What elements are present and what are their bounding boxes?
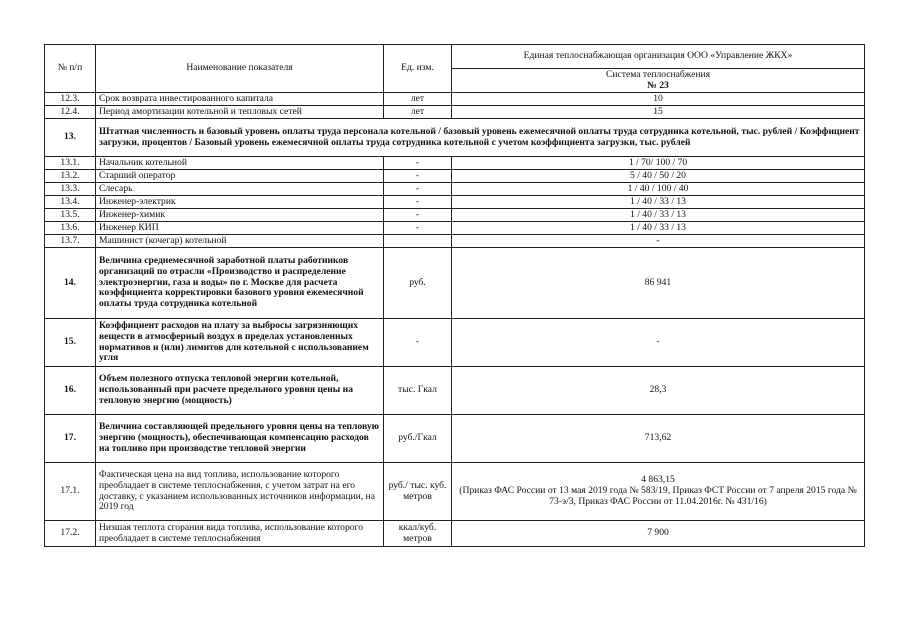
row-name: Старший оператор <box>96 170 384 183</box>
row-name: Объем полезного отпуска тепловой энергии котельной, использованный при расчете предельного уровня цены на тепловую энергию (мощность) <box>96 367 384 415</box>
row-name: Период амортизации котельной и тепловых сетей <box>96 106 384 119</box>
row-num: 13.7. <box>45 235 96 248</box>
row-value: 1 / 40 / 100 / 40 <box>452 183 865 196</box>
row-name: Срок возврата инвестированного капитала <box>96 93 384 106</box>
row-num: 17. <box>45 415 96 463</box>
header-org: Единая теплоснабжающая организация ООО «Управление ЖКХ» <box>452 45 865 69</box>
row-name: Начальник котельной <box>96 157 384 170</box>
header-unit: Ед. изм. <box>384 45 452 93</box>
row-unit: лет <box>384 93 452 106</box>
row-value: 713,62 <box>452 415 865 463</box>
table-row <box>45 367 865 415</box>
row-num: 13.3. <box>45 183 96 196</box>
indicators-table <box>44 44 865 547</box>
row-value: - <box>452 319 865 367</box>
row-num: 13.1. <box>45 157 96 170</box>
row-num: 12.3. <box>45 93 96 106</box>
row-name: Слесарь <box>96 183 384 196</box>
row-name: Фактическая цена на вид топлива, использование которого преобладает в системе теплоснабжения, с учетом затрат на его доставку, с указанием использованных источников информации, на 2019 год <box>96 463 384 521</box>
row-name: Инженер КИП <box>96 222 384 235</box>
row-unit: руб. <box>384 248 452 319</box>
row-unit: руб./ тыс. куб. метров <box>384 463 452 521</box>
row-name: Низшая теплота сгорания вида топлива, использование которого преобладает в системе теплоснабжения <box>96 521 384 547</box>
section-row <box>45 119 865 157</box>
row-value: 7 900 <box>452 521 865 547</box>
row-num: 13. <box>45 119 96 157</box>
row-unit: тыс. Гкал <box>384 367 452 415</box>
row-name: Величина среднемесячной заработной платы работников организаций по отрасли «Производство и распределение электроэнергии, газа и воды» по г. Москве для расчета коэффициента корректировки базового уровня ежемесячной оплаты труда сотрудника котельной <box>96 248 384 319</box>
row-name: Инженер-химик <box>96 209 384 222</box>
row-num: 13.5. <box>45 209 96 222</box>
table-row <box>45 463 865 521</box>
row-num: 13.4. <box>45 196 96 209</box>
row-name: Машинист (кочегар) котельной <box>96 235 384 248</box>
row-value: - <box>452 235 865 248</box>
table-row <box>45 93 865 106</box>
row-num: 12.4. <box>45 106 96 119</box>
row-value: 5 / 40 / 50 / 20 <box>452 170 865 183</box>
table-row <box>45 319 865 367</box>
row-num: 14. <box>45 248 96 319</box>
row-value: 86 941 <box>452 248 865 319</box>
table-row <box>45 183 865 196</box>
table-row <box>45 521 865 547</box>
row-value: 10 <box>452 93 865 106</box>
row-unit: - <box>384 319 452 367</box>
row-num: 15. <box>45 319 96 367</box>
row-num: 13.6. <box>45 222 96 235</box>
row-value <box>452 463 865 521</box>
row-value: 15 <box>452 106 865 119</box>
row-name: Коэффициент расходов на плату за выбросы загрязняющих веществ в атмосферный воздух в пределах установленных нормативов и (или) лимитов для котельной с использованием угля <box>96 319 384 367</box>
row-name: Величина составляющей предельного уровня цены на тепловую энергию (мощность), обеспечивающая компенсацию расходов на топливо при производстве тепловой энергии <box>96 415 384 463</box>
header-system-num: № 23 <box>647 79 669 91</box>
header-system-label: Система теплоснабжения <box>605 68 711 80</box>
header-system <box>452 69 865 93</box>
row-name: Инженер-электрик <box>96 196 384 209</box>
row-num: 17.1. <box>45 463 96 521</box>
row-unit: - <box>384 157 452 170</box>
row-value: 1 / 40 / 33 / 13 <box>452 222 865 235</box>
row-unit: - <box>384 209 452 222</box>
section-title: Штатная численность и базовый уровень оплаты труда персонала котельной / базовый уровень ежемесячной оплаты труда сотрудника котельной, тыс. рублей / Коэффициент загрузки, процентов / Базовый уровень ежемесячной оплаты труда сотрудника котельной с учетом коэффициента загрузки, тыс. рублей <box>96 119 865 157</box>
row-value: 28,3 <box>452 367 865 415</box>
table-row <box>45 248 865 319</box>
row-num: 17.2. <box>45 521 96 547</box>
row-unit: - <box>384 196 452 209</box>
header-num: № п/п <box>45 45 96 93</box>
row-value-main: 4 863,15 <box>641 474 675 486</box>
row-unit: - <box>384 183 452 196</box>
table-row <box>45 106 865 119</box>
table-row <box>45 157 865 170</box>
header-name: Наименование показателя <box>96 45 384 93</box>
row-value-note: (Приказ ФАС России от 13 мая 2019 года № 583/19, Приказ ФСТ России от 7 апреля 2015 года № 73-э/3, Приказ ФАС России от 11.04.2016г. № 431/16) <box>459 485 857 507</box>
table-row <box>45 170 865 183</box>
row-value: 1 / 40 / 33 / 13 <box>452 209 865 222</box>
row-value: 1 / 40 / 33 / 13 <box>452 196 865 209</box>
row-unit: - <box>384 170 452 183</box>
row-unit: лет <box>384 106 452 119</box>
header-row <box>45 45 865 69</box>
row-unit <box>384 235 452 248</box>
row-unit: ккал/куб. метров <box>384 521 452 547</box>
table-row <box>45 415 865 463</box>
row-unit: - <box>384 222 452 235</box>
row-num: 16. <box>45 367 96 415</box>
table-row <box>45 209 865 222</box>
table-row <box>45 196 865 209</box>
table-row <box>45 235 865 248</box>
row-unit: руб./Гкал <box>384 415 452 463</box>
row-num: 13.2. <box>45 170 96 183</box>
row-value: 1 / 70/ 100 / 70 <box>452 157 865 170</box>
table-row <box>45 222 865 235</box>
